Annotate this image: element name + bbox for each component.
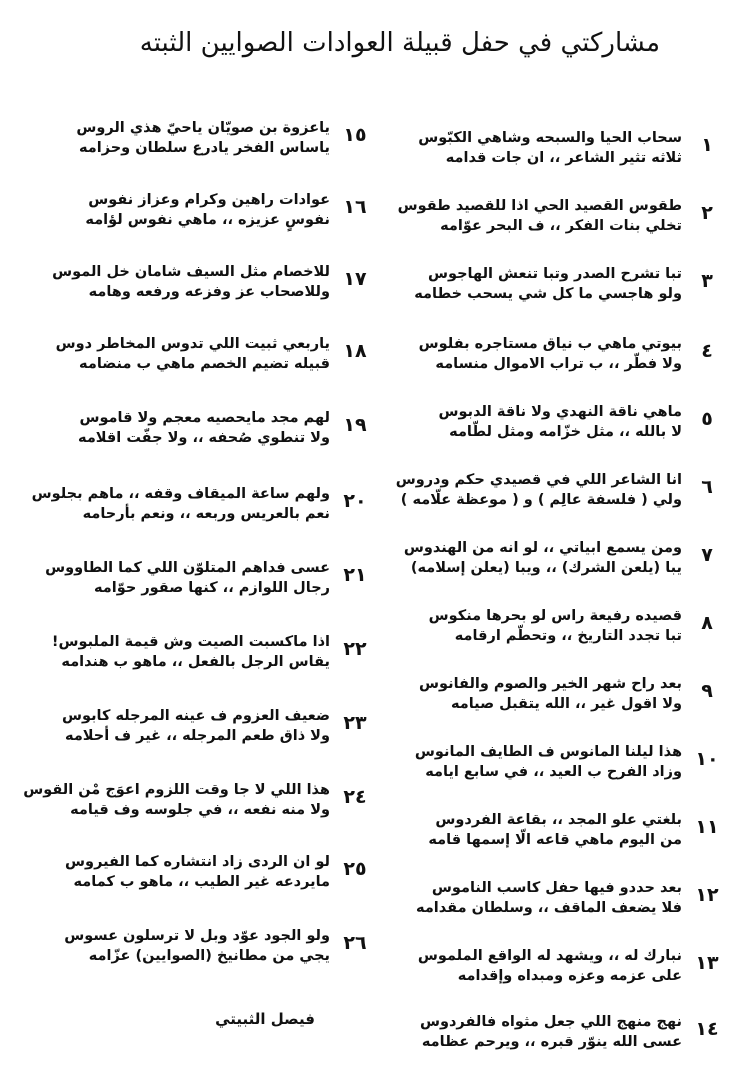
verse-second-hemistich: ولا اقول غير ،، الله يتقبل صيامه [450, 696, 682, 712]
verse-number: ٢٥ [343, 858, 367, 880]
verse-first-hemistich: هذا ليلنا المانوس ف الطايف المانوس [414, 744, 682, 760]
verse-lines [382, 810, 682, 850]
verse-second-hemistich: يجي من مطانيخ (الصوايين) عزّامه [88, 948, 330, 964]
verse-number: ٥ [701, 408, 713, 430]
verse-second-hemistich: مايردعه غير الطيب ،، ماهو ب كمامه [73, 874, 330, 890]
verse-first-hemistich: عسى فداهم المتلوّن اللي كما الطاووس [45, 560, 330, 576]
verse-first-hemistich: تبا تشرح الصدر وتبا تنعش الهاجوس [428, 266, 682, 282]
verse-number: ١١ [695, 816, 719, 838]
verse-first-hemistich: ضعيف العزوم ف عينه المرجله كابوس [61, 708, 330, 724]
verse-first-hemistich: ياعزوة بن صويّان ياحيّ هذي الروس [76, 120, 330, 136]
verse-number: ١٠ [695, 748, 719, 770]
verse-first-hemistich: للاخصام مثل السيف شامان خل الموس [52, 264, 330, 280]
verse-first-hemistich: طقوس القصيد الحي اذا للقصيد طقوس [397, 198, 682, 214]
verse-second-hemistich: وللاصحاب عز وفزعه ورفعه وهامه [88, 284, 330, 300]
verse-first-hemistich: نهج منهج اللي جعل مثواه فالفردوس [419, 1014, 682, 1030]
verse-lines [0, 706, 330, 746]
verse-number: ٩ [701, 680, 713, 702]
verse-second-hemistich: ولا فطّر ،، ب تراب الاموال منسامه [435, 356, 682, 372]
verse-first-hemistich: ولهم ساعة الميقاف وقفه ،، ماهم بجلوس [31, 486, 330, 502]
verse-number: ١٢ [695, 884, 719, 906]
author-signature: فيصل الثبيتي [215, 1010, 315, 1028]
verse-lines [0, 484, 330, 524]
verse-second-hemistich: قبيله تضيم الخصم ماهي ب منضامه [79, 356, 330, 372]
verse-lines [382, 946, 682, 986]
verse-number: ٣ [701, 270, 713, 292]
verse-first-hemistich: بيوتي ماهي ب نياق مستاجره بفلوس [418, 336, 682, 352]
verse-lines [0, 558, 330, 598]
verse-number: ١٨ [343, 340, 367, 362]
verse-number: ٢٣ [343, 712, 367, 734]
verse-second-hemistich: فلا يضعف الماقف ،، وسلطان مقدامه [416, 900, 682, 916]
verse-first-hemistich: لهم مجد مايحصيه معجم ولا قاموس [79, 410, 330, 426]
verse-second-hemistich: تخلي بنات الفكر ،، ف البحر عوّامه [440, 218, 682, 234]
verse-first-hemistich: نبارك له ،، ويشهد له الواقع الملموس [417, 948, 682, 964]
verse-number: ١٩ [343, 414, 367, 436]
verse-lines [382, 128, 682, 168]
verse-first-hemistich: ماهي ناقة النهدي ولا ناقة الدبوس [438, 404, 682, 420]
verse-second-hemistich: ياساس الفخر يادرع سلطان وحزامه [78, 140, 330, 156]
verse-lines [0, 632, 330, 672]
verse-lines [382, 538, 682, 578]
verse-lines [382, 1012, 682, 1052]
verse-number: ٤ [701, 340, 713, 362]
verse-number: ٢٤ [343, 786, 367, 808]
verse-lines [0, 334, 330, 374]
verse-second-hemistich: نفوسٍ عزيزه ،، ماهي نفوس لؤامه [85, 212, 330, 228]
verse-number: ١ [701, 134, 713, 156]
verse-number: ٢١ [343, 564, 367, 586]
verse-number: ١٧ [343, 268, 367, 290]
verse-number: ١٣ [695, 952, 719, 974]
verse-second-hemistich: على عزمه وعزه ومبداه وإقدامه [457, 968, 682, 984]
verse-lines [382, 196, 682, 236]
verse-number: ٢٢ [343, 638, 367, 660]
verse-second-hemistich: ولا ذاق طعم المرجله ،، غير ف أحلامه [65, 728, 330, 744]
verse-second-hemistich: ولا منه نفعه ،، في جلوسه وف قيامه [70, 802, 330, 818]
verse-second-hemistich: رجال اللوازم ،، كنها صقور حوّامه [94, 580, 330, 596]
verse-first-hemistich: قصيده رفيعة راس لو بحرها منكوس [428, 608, 682, 624]
verse-lines [0, 118, 330, 158]
verse-second-hemistich: يبا (يلعن الشرك) ،، ويبا (يعلن إسلامه) [410, 560, 682, 576]
verse-lines [382, 674, 682, 714]
verse-lines [382, 470, 682, 510]
verse-second-hemistich: وزاد الفرح ب العيد ،، في سابع ايامه [425, 764, 682, 780]
verse-second-hemistich: لا بالله ،، مثل خزّامه ومثل لطّامه [449, 424, 682, 440]
verse-number: ٢٠ [343, 490, 367, 512]
verse-first-hemistich: ومن يسمع ابياتي ،، لو انه من الهندوس [403, 540, 682, 556]
verse-number: ١٦ [343, 196, 367, 218]
verse-second-hemistich: تبا تجدد التاريخ ،، وتحطّم ارقامه [454, 628, 682, 644]
verse-second-hemistich: عسى الله ينوّر قبره ،، ويرحم عظامه [421, 1034, 682, 1050]
verse-lines [382, 878, 682, 918]
verse-lines [0, 926, 330, 966]
verse-first-hemistich: سحاب الحيا والسبحه وشاهي الكبّوس [418, 130, 682, 146]
verse-first-hemistich: اذا ماكسبت الصيت وش قيمة الملبوس! [51, 634, 330, 650]
verse-number: ٧ [701, 544, 713, 566]
verse-first-hemistich: هذا اللي لا جا وقت اللزوم اعوَج مْن القوس [23, 782, 330, 798]
verse-first-hemistich: بلغتي علو المجد ،، بقاعة الفردوس [435, 812, 682, 828]
verse-lines [382, 606, 682, 646]
verse-number: ١٤ [695, 1018, 719, 1040]
verse-second-hemistich: نعم بالعريس وربعه ،، ونعم بأرحامه [82, 506, 330, 522]
verse-lines [382, 742, 682, 782]
verse-number: ٨ [701, 612, 713, 634]
verse-second-hemistich: ولي ( فلسفة عالِم ) و ( موعظة علّامه ) [400, 492, 682, 508]
verse-number: ٢ [701, 202, 713, 224]
page-title: مشاركتي في حفل قبيلة العوادات الصوايين الثبته [139, 28, 660, 58]
verse-first-hemistich: لو ان الردى زاد انتشاره كما الفيروس [65, 854, 330, 870]
verse-lines [382, 402, 682, 442]
verse-first-hemistich: ياربعي ثبيت اللي تدوس المخاطر دوس [55, 336, 330, 352]
verse-number: ١٥ [343, 124, 367, 146]
verse-second-hemistich: ثلاثه تثير الشاعر ،، ان جات قدامه [445, 150, 682, 166]
verse-number: ٢٦ [343, 932, 367, 954]
verse-lines [0, 262, 330, 302]
verse-first-hemistich: بعد حددو فيها حفل كاسب الناموس [431, 880, 682, 896]
verse-lines [382, 264, 682, 304]
verse-second-hemistich: ولا تنطوي صُحفه ،، ولا جفّت اقلامه [78, 430, 330, 446]
verse-second-hemistich: يقاس الرجل بالفعل ،، ماهو ب هندامه [61, 654, 330, 670]
verse-first-hemistich: انا الشاعر اللي في قصيدي حكم ودروس [395, 472, 682, 488]
verse-lines [382, 334, 682, 374]
verse-first-hemistich: ولو الجود عوّد وبل لا ترسلون عسوس [64, 928, 330, 944]
verse-first-hemistich: بعد راح شهر الخير والصوم والفانوس [419, 676, 682, 692]
verse-lines [0, 852, 330, 892]
verse-lines [0, 408, 330, 448]
verse-first-hemistich: عوادات راهين وكرام وعزاز نفوس [88, 192, 330, 208]
verse-lines [0, 780, 330, 820]
verse-second-hemistich: ولو هاجسي ما كل شي يسحب خطامه [414, 286, 682, 302]
verse-number: ٦ [701, 476, 713, 498]
verse-second-hemistich: من اليوم ماهي قاعه الّا إسمها قامه [428, 832, 682, 848]
verse-lines [0, 190, 330, 230]
